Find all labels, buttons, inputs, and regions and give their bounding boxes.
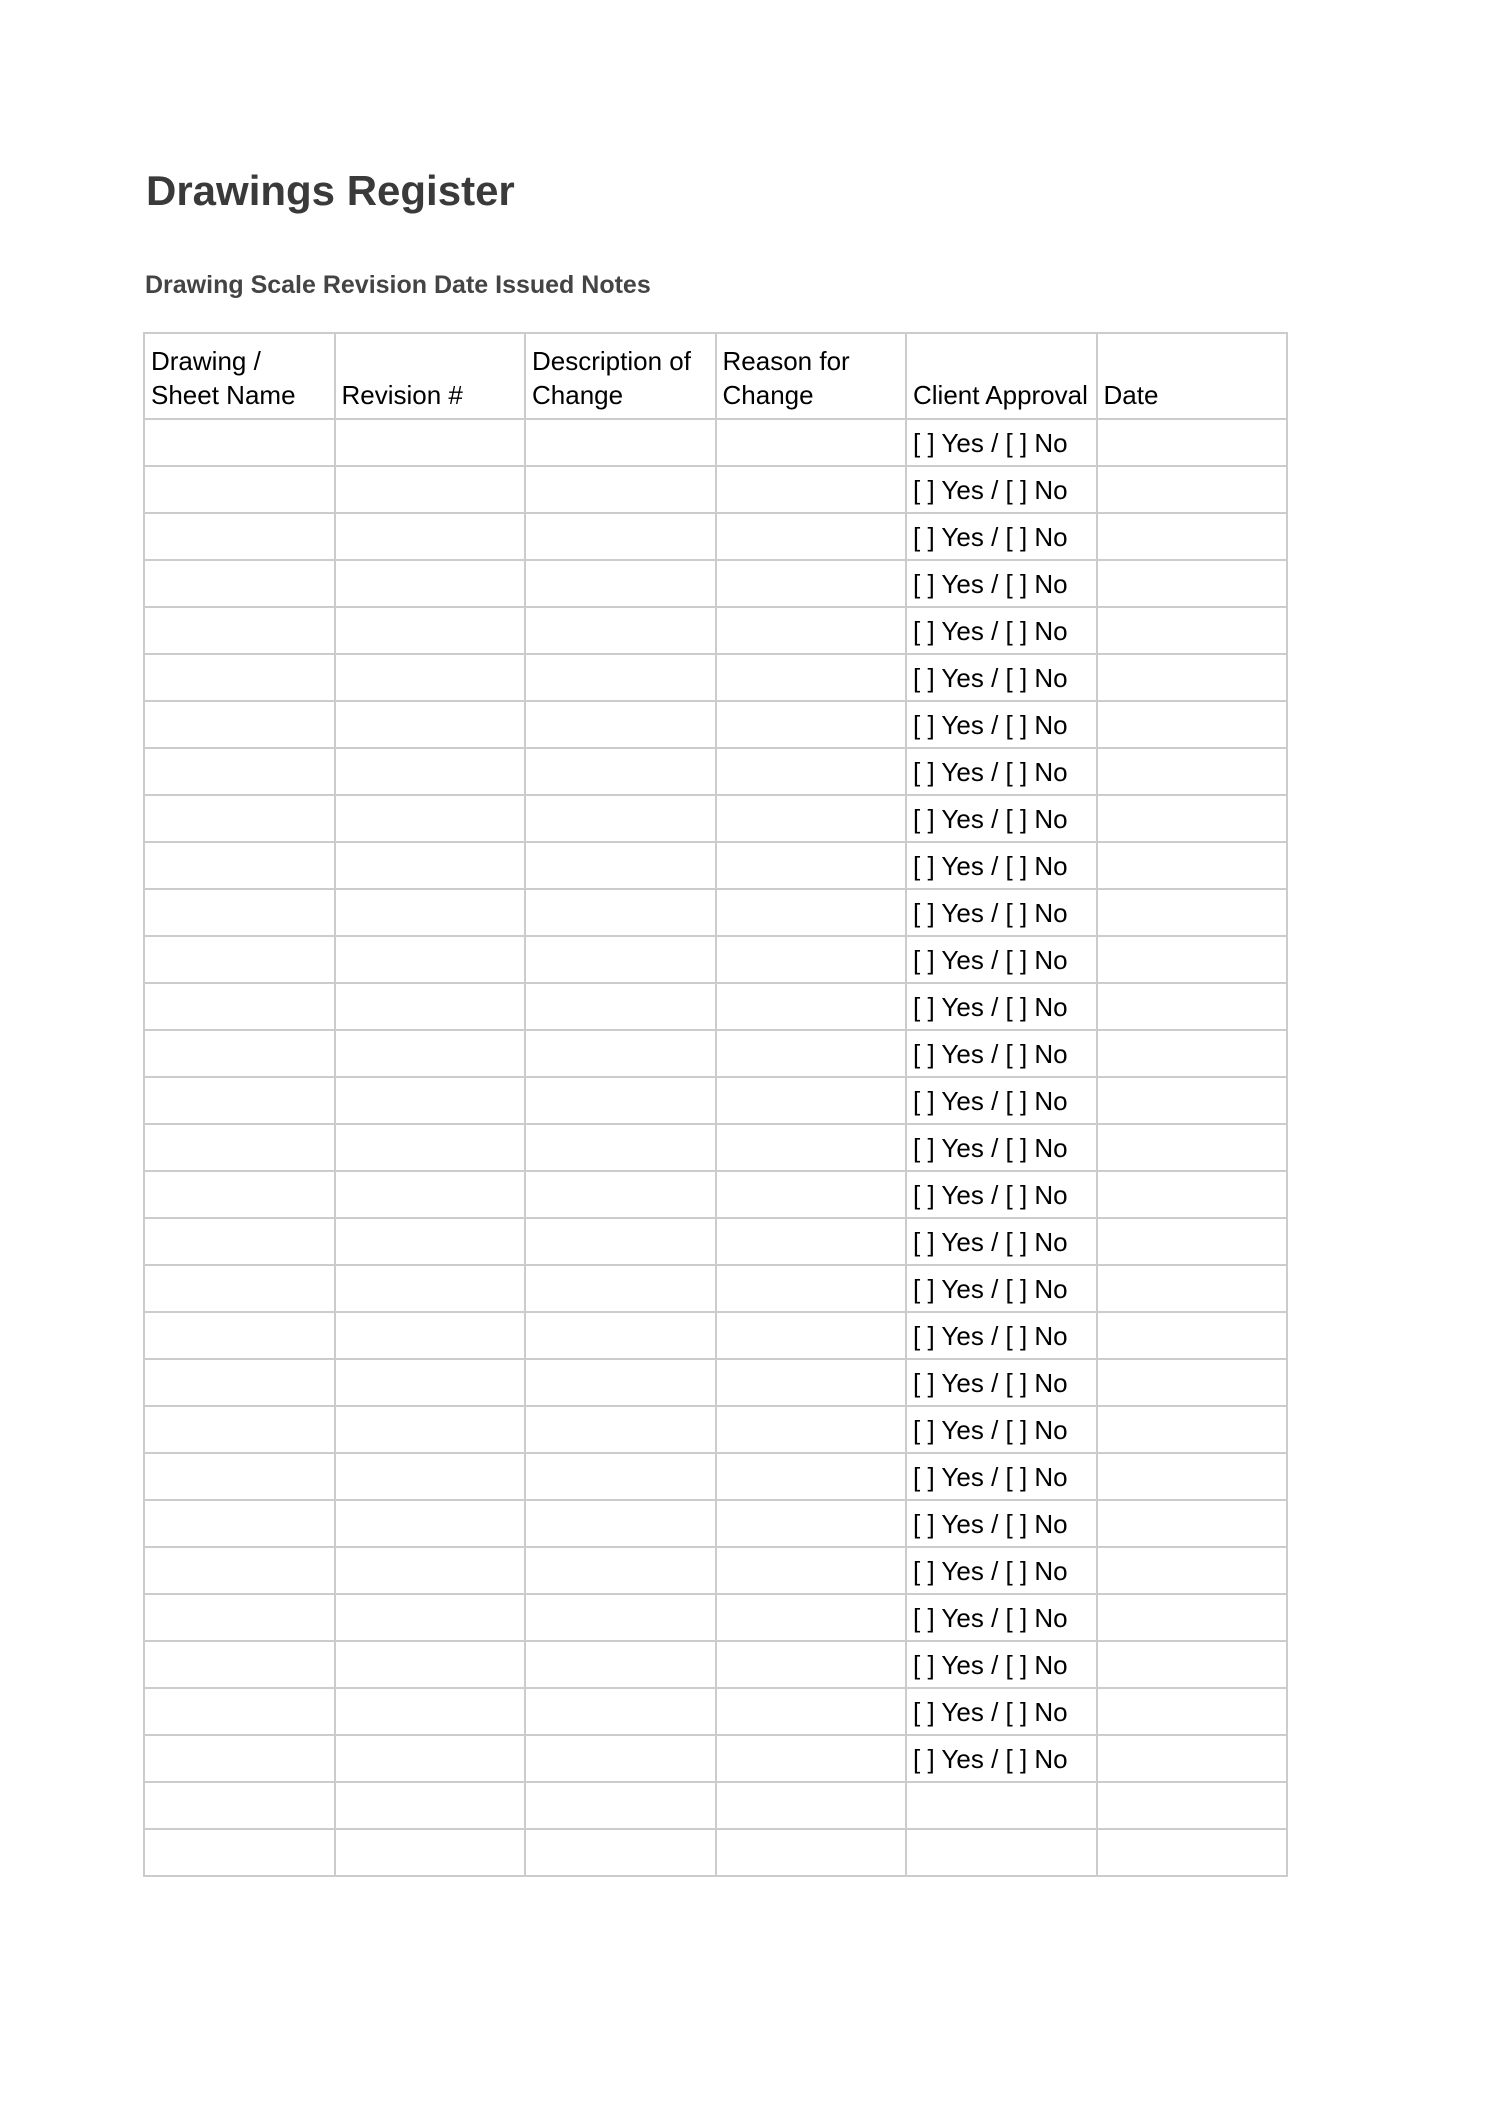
header-description-of-change: Description of Change [525, 333, 716, 419]
description-of-change-cell[interactable] [525, 1641, 716, 1688]
client-approval-cell[interactable]: [ ] Yes / [ ] No [906, 889, 1097, 936]
drawing-sheet-name-cell[interactable] [144, 419, 335, 466]
client-approval-cell[interactable]: [ ] Yes / [ ] No [906, 419, 1097, 466]
client-approval-cell[interactable]: [ ] Yes / [ ] No [906, 1265, 1097, 1312]
revision-number-cell[interactable] [335, 1406, 526, 1453]
date-cell[interactable] [1097, 701, 1288, 748]
revision-number-cell[interactable] [335, 1594, 526, 1641]
client-approval-cell[interactable]: [ ] Yes / [ ] No [906, 1735, 1097, 1782]
client-approval-cell[interactable]: [ ] Yes / [ ] No [906, 1688, 1097, 1735]
date-cell[interactable] [1097, 1030, 1288, 1077]
reason-for-change-cell[interactable] [716, 607, 907, 654]
drawing-sheet-name-cell[interactable] [144, 1594, 335, 1641]
description-of-change-cell[interactable] [525, 795, 716, 842]
drawing-sheet-name-cell[interactable] [144, 983, 335, 1030]
reason-for-change-cell[interactable] [716, 1077, 907, 1124]
table-row [144, 842, 1287, 889]
table-row [144, 1594, 1287, 1641]
table-row [144, 983, 1287, 1030]
client-approval-cell[interactable]: [ ] Yes / [ ] No [906, 560, 1097, 607]
date-cell[interactable] [1097, 513, 1288, 560]
table-row [144, 701, 1287, 748]
table-row [144, 513, 1287, 560]
client-approval-cell[interactable]: [ ] Yes / [ ] No [906, 1030, 1097, 1077]
drawing-sheet-name-cell[interactable] [144, 1641, 335, 1688]
date-cell[interactable] [1097, 748, 1288, 795]
reason-for-change-cell[interactable] [716, 1735, 907, 1782]
revision-number-cell[interactable] [335, 936, 526, 983]
date-cell[interactable] [1097, 795, 1288, 842]
reason-for-change-cell[interactable] [716, 1030, 907, 1077]
revision-number-cell[interactable] [335, 1359, 526, 1406]
drawing-sheet-name-cell[interactable] [144, 842, 335, 889]
client-approval-cell[interactable] [906, 1829, 1097, 1876]
header-client-approval: Client Approval [906, 333, 1097, 419]
reason-for-change-cell[interactable] [716, 701, 907, 748]
date-cell[interactable] [1097, 1782, 1288, 1829]
revision-number-cell[interactable] [335, 1077, 526, 1124]
table-row [144, 1500, 1287, 1547]
table-row [144, 748, 1287, 795]
revision-number-cell[interactable] [335, 419, 526, 466]
table-row [144, 1406, 1287, 1453]
drawing-sheet-name-cell[interactable] [144, 748, 335, 795]
reason-for-change-cell[interactable] [716, 795, 907, 842]
reason-for-change-cell[interactable] [716, 1312, 907, 1359]
client-approval-cell[interactable]: [ ] Yes / [ ] No [906, 1218, 1097, 1265]
revision-number-cell[interactable] [335, 889, 526, 936]
revision-number-cell[interactable] [335, 560, 526, 607]
client-approval-cell[interactable]: [ ] Yes / [ ] No [906, 1124, 1097, 1171]
date-cell[interactable] [1097, 1500, 1288, 1547]
table-row [144, 936, 1287, 983]
header-revision-number: Revision # [335, 333, 526, 419]
revision-number-cell[interactable] [335, 795, 526, 842]
drawing-sheet-name-cell[interactable] [144, 795, 335, 842]
description-of-change-cell[interactable] [525, 842, 716, 889]
description-of-change-cell[interactable] [525, 1359, 716, 1406]
table-row [144, 1641, 1287, 1688]
table-row [144, 1782, 1287, 1829]
description-of-change-cell[interactable] [525, 1171, 716, 1218]
date-cell[interactable] [1097, 1077, 1288, 1124]
client-approval-cell[interactable]: [ ] Yes / [ ] No [906, 1406, 1097, 1453]
description-of-change-cell[interactable] [525, 1688, 716, 1735]
revision-number-cell[interactable] [335, 748, 526, 795]
revision-number-cell[interactable] [335, 1265, 526, 1312]
table-row [144, 466, 1287, 513]
table-row [144, 1077, 1287, 1124]
client-approval-cell[interactable]: [ ] Yes / [ ] No [906, 795, 1097, 842]
table-row [144, 1829, 1287, 1876]
description-of-change-cell[interactable] [525, 1265, 716, 1312]
table-row [144, 607, 1287, 654]
table-row [144, 560, 1287, 607]
description-of-change-cell[interactable] [525, 701, 716, 748]
reason-for-change-cell[interactable] [716, 1829, 907, 1876]
description-of-change-cell[interactable] [525, 983, 716, 1030]
date-cell[interactable] [1097, 983, 1288, 1030]
description-of-change-cell[interactable] [525, 654, 716, 701]
drawing-sheet-name-cell[interactable] [144, 1124, 335, 1171]
drawing-sheet-name-cell[interactable] [144, 1265, 335, 1312]
date-cell[interactable] [1097, 889, 1288, 936]
drawing-sheet-name-cell[interactable] [144, 1735, 335, 1782]
description-of-change-cell[interactable] [525, 1406, 716, 1453]
description-of-change-cell[interactable] [525, 1594, 716, 1641]
revision-number-cell[interactable] [335, 1547, 526, 1594]
table-row [144, 795, 1287, 842]
client-approval-cell[interactable] [906, 1782, 1097, 1829]
revision-number-cell[interactable] [335, 1030, 526, 1077]
description-of-change-cell[interactable] [525, 466, 716, 513]
drawing-sheet-name-cell[interactable] [144, 936, 335, 983]
drawing-sheet-name-cell[interactable] [144, 1829, 335, 1876]
reason-for-change-cell[interactable] [716, 1359, 907, 1406]
date-cell[interactable] [1097, 1547, 1288, 1594]
client-approval-cell[interactable]: [ ] Yes / [ ] No [906, 1077, 1097, 1124]
description-of-change-cell[interactable] [525, 419, 716, 466]
revision-number-cell[interactable] [335, 983, 526, 1030]
description-of-change-cell[interactable] [525, 1030, 716, 1077]
drawing-sheet-name-cell[interactable] [144, 1218, 335, 1265]
reason-for-change-cell[interactable] [716, 1594, 907, 1641]
client-approval-cell[interactable]: [ ] Yes / [ ] No [906, 607, 1097, 654]
date-cell[interactable] [1097, 842, 1288, 889]
client-approval-cell[interactable]: [ ] Yes / [ ] No [906, 1594, 1097, 1641]
table-row [144, 1218, 1287, 1265]
drawing-sheet-name-cell[interactable] [144, 560, 335, 607]
drawing-sheet-name-cell[interactable] [144, 654, 335, 701]
revision-number-cell[interactable] [335, 1171, 526, 1218]
drawing-sheet-name-cell[interactable] [144, 1782, 335, 1829]
date-cell[interactable] [1097, 1124, 1288, 1171]
drawings-register-table [143, 332, 1288, 1877]
drawing-sheet-name-cell[interactable] [144, 1030, 335, 1077]
revision-number-cell[interactable] [335, 1453, 526, 1500]
table-row [144, 1359, 1287, 1406]
description-of-change-cell[interactable] [525, 1124, 716, 1171]
client-approval-cell[interactable]: [ ] Yes / [ ] No [906, 842, 1097, 889]
description-of-change-cell[interactable] [525, 1735, 716, 1782]
table-row [144, 1124, 1287, 1171]
drawing-sheet-name-cell[interactable] [144, 1171, 335, 1218]
reason-for-change-cell[interactable] [716, 889, 907, 936]
drawing-sheet-name-cell[interactable] [144, 1406, 335, 1453]
table-row [144, 1688, 1287, 1735]
description-of-change-cell[interactable] [525, 1218, 716, 1265]
reason-for-change-cell[interactable] [716, 983, 907, 1030]
description-of-change-cell[interactable] [525, 513, 716, 560]
reason-for-change-cell[interactable] [716, 419, 907, 466]
reason-for-change-cell[interactable] [716, 748, 907, 795]
page-title: Drawings Register [146, 167, 515, 214]
client-approval-cell[interactable]: [ ] Yes / [ ] No [906, 513, 1097, 560]
table-row [144, 889, 1287, 936]
date-cell[interactable] [1097, 466, 1288, 513]
description-of-change-cell[interactable] [525, 1453, 716, 1500]
reason-for-change-cell[interactable] [716, 1547, 907, 1594]
reason-for-change-cell[interactable] [716, 466, 907, 513]
revision-number-cell[interactable] [335, 701, 526, 748]
revision-number-cell[interactable] [335, 1735, 526, 1782]
drawing-sheet-name-cell[interactable] [144, 513, 335, 560]
table-row [144, 1453, 1287, 1500]
client-approval-cell[interactable]: [ ] Yes / [ ] No [906, 983, 1097, 1030]
table-body [144, 419, 1287, 1876]
table-row [144, 1547, 1287, 1594]
drawing-sheet-name-cell[interactable] [144, 889, 335, 936]
table-row [144, 654, 1287, 701]
date-cell[interactable] [1097, 1218, 1288, 1265]
drawing-sheet-name-cell[interactable] [144, 1547, 335, 1594]
revision-number-cell[interactable] [335, 607, 526, 654]
header-date: Date [1097, 333, 1288, 419]
reason-for-change-cell[interactable] [716, 560, 907, 607]
drawing-sheet-name-cell[interactable] [144, 607, 335, 654]
drawing-sheet-name-cell[interactable] [144, 701, 335, 748]
client-approval-cell[interactable]: [ ] Yes / [ ] No [906, 466, 1097, 513]
date-cell[interactable] [1097, 936, 1288, 983]
client-approval-cell[interactable]: [ ] Yes / [ ] No [906, 1312, 1097, 1359]
client-approval-cell[interactable]: [ ] Yes / [ ] No [906, 1500, 1097, 1547]
description-of-change-cell[interactable] [525, 607, 716, 654]
description-of-change-cell[interactable] [525, 936, 716, 983]
drawing-sheet-name-cell[interactable] [144, 1500, 335, 1547]
reason-for-change-cell[interactable] [716, 1500, 907, 1547]
drawing-sheet-name-cell[interactable] [144, 1453, 335, 1500]
revision-number-cell[interactable] [335, 842, 526, 889]
reason-for-change-cell[interactable] [716, 1453, 907, 1500]
revision-number-cell[interactable] [335, 1641, 526, 1688]
drawing-sheet-name-cell[interactable] [144, 1312, 335, 1359]
reason-for-change-cell[interactable] [716, 936, 907, 983]
table-row [144, 1312, 1287, 1359]
revision-number-cell[interactable] [335, 1312, 526, 1359]
description-of-change-cell[interactable] [525, 1547, 716, 1594]
reason-for-change-cell[interactable] [716, 1641, 907, 1688]
date-cell[interactable] [1097, 1453, 1288, 1500]
table-row [144, 419, 1287, 466]
reason-for-change-cell[interactable] [716, 1265, 907, 1312]
client-approval-cell[interactable]: [ ] Yes / [ ] No [906, 1359, 1097, 1406]
reason-for-change-cell[interactable] [716, 1406, 907, 1453]
revision-number-cell[interactable] [335, 1500, 526, 1547]
description-of-change-cell[interactable] [525, 1312, 716, 1359]
client-approval-cell[interactable]: [ ] Yes / [ ] No [906, 936, 1097, 983]
table-row [144, 1030, 1287, 1077]
date-cell[interactable] [1097, 1735, 1288, 1782]
date-cell[interactable] [1097, 1359, 1288, 1406]
reason-for-change-cell[interactable] [716, 1218, 907, 1265]
drawing-sheet-name-cell[interactable] [144, 1688, 335, 1735]
revision-number-cell[interactable] [335, 1782, 526, 1829]
reason-for-change-cell[interactable] [716, 1688, 907, 1735]
date-cell[interactable] [1097, 1641, 1288, 1688]
description-of-change-cell[interactable] [525, 1782, 716, 1829]
client-approval-cell[interactable]: [ ] Yes / [ ] No [906, 748, 1097, 795]
reason-for-change-cell[interactable] [716, 842, 907, 889]
drawing-sheet-name-cell[interactable] [144, 1359, 335, 1406]
date-cell[interactable] [1097, 607, 1288, 654]
client-approval-cell[interactable]: [ ] Yes / [ ] No [906, 654, 1097, 701]
client-approval-cell[interactable]: [ ] Yes / [ ] No [906, 1171, 1097, 1218]
description-of-change-cell[interactable] [525, 748, 716, 795]
reason-for-change-cell[interactable] [716, 1171, 907, 1218]
description-of-change-cell[interactable] [525, 889, 716, 936]
table-subtitle: Drawing Scale Revision Date Issued Notes [145, 271, 651, 299]
date-cell[interactable] [1097, 419, 1288, 466]
date-cell[interactable] [1097, 1171, 1288, 1218]
client-approval-cell[interactable]: [ ] Yes / [ ] No [906, 701, 1097, 748]
client-approval-cell[interactable]: [ ] Yes / [ ] No [906, 1547, 1097, 1594]
revision-number-cell[interactable] [335, 654, 526, 701]
revision-number-cell[interactable] [335, 466, 526, 513]
table-row [144, 1735, 1287, 1782]
drawing-sheet-name-cell[interactable] [144, 466, 335, 513]
revision-number-cell[interactable] [335, 1124, 526, 1171]
reason-for-change-cell[interactable] [716, 1124, 907, 1171]
revision-number-cell[interactable] [335, 1829, 526, 1876]
table-header-row [144, 333, 1287, 419]
header-drawing-sheet-name: Drawing / Sheet Name [144, 333, 335, 419]
client-approval-cell[interactable]: [ ] Yes / [ ] No [906, 1641, 1097, 1688]
date-cell[interactable] [1097, 1265, 1288, 1312]
date-cell[interactable] [1097, 1594, 1288, 1641]
date-cell[interactable] [1097, 1829, 1288, 1876]
reason-for-change-cell[interactable] [716, 1782, 907, 1829]
table-row [144, 1265, 1287, 1312]
revision-number-cell[interactable] [335, 513, 526, 560]
date-cell[interactable] [1097, 1406, 1288, 1453]
date-cell[interactable] [1097, 560, 1288, 607]
date-cell[interactable] [1097, 1312, 1288, 1359]
client-approval-cell[interactable]: [ ] Yes / [ ] No [906, 1453, 1097, 1500]
revision-number-cell[interactable] [335, 1218, 526, 1265]
description-of-change-cell[interactable] [525, 1077, 716, 1124]
table-row [144, 1171, 1287, 1218]
date-cell[interactable] [1097, 654, 1288, 701]
description-of-change-cell[interactable] [525, 560, 716, 607]
reason-for-change-cell[interactable] [716, 654, 907, 701]
reason-for-change-cell[interactable] [716, 513, 907, 560]
drawing-sheet-name-cell[interactable] [144, 1077, 335, 1124]
date-cell[interactable] [1097, 1688, 1288, 1735]
header-reason-for-change: Reason for Change [716, 333, 907, 419]
description-of-change-cell[interactable] [525, 1829, 716, 1876]
revision-number-cell[interactable] [335, 1688, 526, 1735]
description-of-change-cell[interactable] [525, 1500, 716, 1547]
